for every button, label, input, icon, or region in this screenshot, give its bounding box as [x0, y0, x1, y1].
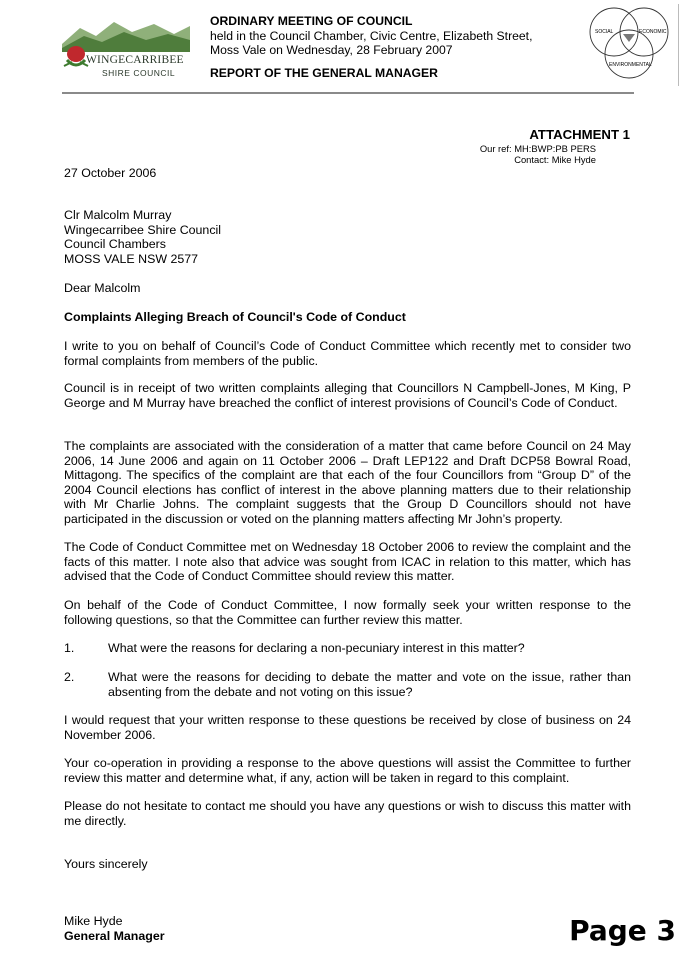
body-paragraph: On behalf of the Code of Conduct Committee, I now formally seek your written response to the following questions, so that the Committee can further review this matter. [64, 598, 631, 627]
closing-paragraph: I would request that your written response to these questions be received by close of business on 24 November 2006. [64, 713, 631, 742]
meeting-date: Moss Vale on Wednesday, 28 February 2007 [210, 43, 453, 57]
venn-environmental-label: ENVIRONMENTAL [609, 62, 652, 68]
our-reference: Our ref: MH:BWP:PB PERS [479, 143, 596, 154]
body-paragraph: Council is in receipt of two written complaints alleging that Councillors N Campbell-Jones, M King, P George and M Murray have breached the conflict of interest provisions of Council’s Code of Conduct. [64, 381, 631, 410]
address-line: Clr Malcolm Murray [64, 208, 172, 222]
signatory-name: Mike Hyde [64, 914, 123, 928]
address-line: Council Chambers [64, 237, 166, 251]
body-paragraph: I write to you on behalf of Council’s Code of Conduct Committee which recently met to consider two formal complaints from members of the public. [64, 339, 631, 368]
meeting-location: held in the Council Chamber, Civic Centre, Elizabeth Street, [210, 29, 533, 43]
address-line: MOSS VALE NSW 2577 [64, 251, 199, 266]
venn-economic-label: ECONOMIC [639, 29, 667, 35]
letter-subject: Complaints Alleging Breach of Council's Code of Conduct [64, 310, 406, 324]
address-line: Wingecarribee Shire Council [64, 222, 222, 237]
question-text: What were the reasons for declaring a non-pecuniary interest in this matter? [108, 641, 525, 655]
contact-line: Contact: Mike Hyde [514, 154, 596, 165]
closing-paragraph: Your co-operation in providing a response to the above questions will assist the Committee to further review this matter and determine what, if any, action will be taken in regard to this complaint. [64, 756, 631, 785]
body-paragraph: The Code of Conduct Committee met on Wednesday 18 October 2006 to review the complaint and the facts of this matter. I note also that advice was sought from ICAC in relation to this matter, which has advised that the Code of Conduct Committee should review this matter. [64, 540, 631, 583]
header-divider [62, 92, 634, 94]
question-number: 2. [64, 670, 75, 684]
venn-social-label: SOCIAL [595, 29, 614, 35]
letter-date: 27 October 2006 [64, 166, 157, 180]
meeting-title: ORDINARY MEETING OF COUNCIL [210, 14, 413, 28]
sustainability-venn-icon [585, 4, 680, 82]
page-number: Page 3 [569, 914, 676, 947]
logo-name: WINGECARRIBEE [86, 54, 184, 66]
logo-subname: SHIRE COUNCIL [102, 68, 176, 78]
question-text: What were the reasons for deciding to debate the matter and vote on the issue, rather than absenting from the debate and not voting on this issue? [108, 670, 631, 699]
report-title: REPORT OF THE GENERAL MANAGER [210, 66, 438, 80]
salutation: Dear Malcolm [64, 281, 141, 295]
attachment-title: ATTACHMENT 1 [529, 127, 630, 142]
body-paragraph: The complaints are associated with the consideration of a matter that came before Council on 24 May 2006, 14 June 2006 and again on 11 October 2006 – Draft LEP122 and Draft DCP58 Bowral Road, Mittagong. The specifics of the complaint are that each of the four Councillors from “Group D” of the 2004 Council elections has conflict of interest in the above planning matters due to their relationship with Mr Charlie Johns. The complaint suggests that the Group D Councillors should not have participated in the discussion or voted on the planning matters affecting Mr John’s property. [64, 439, 631, 526]
council-logo [62, 18, 194, 82]
right-edge-line [678, 4, 679, 86]
closing-paragraph: Please do not hesitate to contact me should you have any questions or wish to discuss this matter with me directly. [64, 799, 631, 828]
signatory-title: General Manager [64, 928, 165, 943]
question-number: 1. [64, 641, 75, 655]
sign-off: Yours sincerely [64, 857, 148, 871]
